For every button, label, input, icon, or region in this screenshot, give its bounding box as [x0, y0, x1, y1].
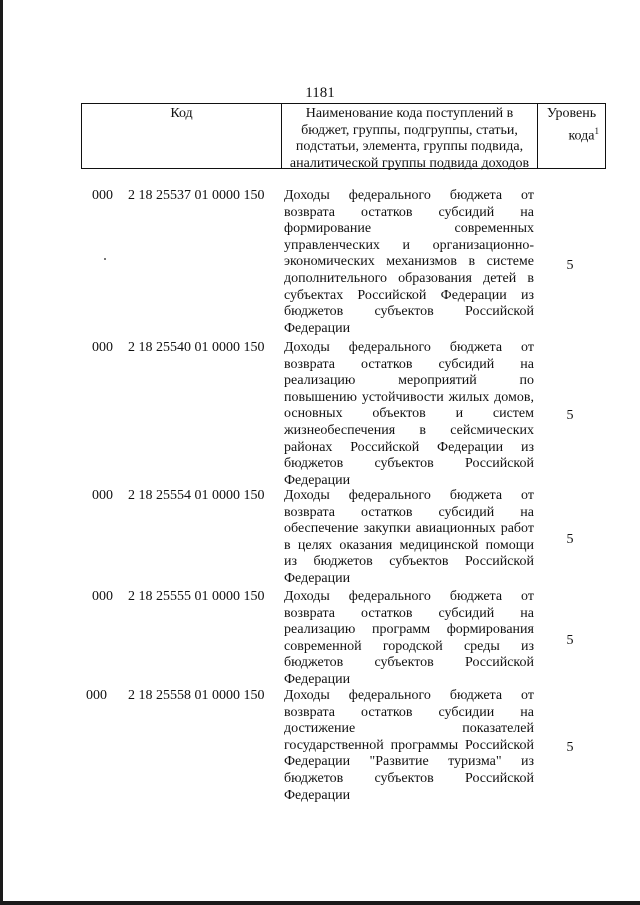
income-name-line: возврата остатков субсидий на [284, 356, 534, 372]
admin-code: 000 [86, 688, 107, 703]
income-name-line: Доходы федерального бюджета от [284, 488, 534, 503]
level-code: 5 [566, 408, 574, 423]
page-number: 1181 [305, 85, 335, 101]
income-code: 2 18 25558 01 0000 150 [128, 688, 265, 703]
admin-code: 000 [92, 488, 113, 503]
income-name-line: возврата остатков субсидии на [284, 704, 534, 720]
level-code: 5 [566, 740, 574, 755]
income-name [284, 340, 534, 489]
income-code: 2 18 25554 01 0000 150 [128, 488, 265, 503]
income-name-line: жизнеобеспечения в сейсмических [284, 422, 534, 438]
income-name-line: из бюджетов субъектов Российской [284, 554, 534, 570]
income-name [284, 488, 534, 588]
income-name-line: бюджетов субъектов Российской [284, 770, 534, 786]
income-name-line: повышению устойчивости жилых домов, [284, 389, 534, 405]
page-border-bottom [0, 901, 640, 905]
header-name-line: бюджет, группы, подгруппы, статьи, [301, 122, 518, 138]
header-level-line1: Уровень [546, 106, 597, 121]
admin-code: 000 [92, 340, 113, 355]
income-name-line: управленческих и организационно- [284, 237, 534, 253]
income-code: 2 18 25537 01 0000 150 [128, 188, 265, 203]
header-level-word: кода [568, 128, 595, 144]
income-name-line: дополнительного образования детей в [284, 270, 534, 286]
scan-speck [104, 258, 106, 260]
header-name-line: Наименование кода поступлений в [305, 106, 514, 121]
header-level [538, 104, 605, 168]
income-name-line: возврата остатков субсидий на [284, 504, 534, 520]
income-name [284, 688, 534, 804]
header-name-line: аналитической группы подвида доходов [289, 155, 530, 171]
income-name-line: Федерации [284, 671, 351, 687]
income-name-line: формирование современных [284, 221, 534, 237]
footnote-marker: 1 [594, 125, 599, 136]
level-code: 5 [566, 532, 574, 547]
income-name-line: реализацию мероприятий по [284, 373, 534, 389]
income-name-line: в целях оказания медицинской помощи [284, 537, 534, 553]
header-name [282, 104, 538, 171]
income-name-line: бюджетов субъектов Российской [284, 304, 534, 320]
income-name-line: Доходы федерального бюджета от [284, 340, 534, 355]
level-code: 5 [566, 633, 574, 648]
income-name [284, 589, 534, 689]
income-name-line: субъектах Российской Федерации из [284, 287, 534, 303]
income-name-line: обеспечение закупки авиационных работ [284, 521, 534, 537]
income-name-line: современной городской среды из [284, 638, 534, 654]
income-code: 2 18 25555 01 0000 150 [128, 589, 265, 604]
page-border-left [0, 0, 3, 905]
income-name-line: государственной программы Российской [284, 737, 534, 753]
income-name-line: возврата остатков субсидий на [284, 605, 534, 621]
income-name-line: достижение показателей [284, 721, 534, 737]
income-name-line: Федерации [284, 787, 351, 803]
income-name-line: районах Российской Федерации из [284, 439, 534, 455]
income-name-line: Федерации "Развитие туризма" из [284, 754, 534, 770]
header-code: Код [82, 104, 282, 168]
income-name-line: бюджетов субъектов Российской [284, 456, 534, 472]
income-name-line: экономических механизмов в системе [284, 254, 534, 270]
income-name-line: Федерации [284, 320, 351, 336]
income-name-line: Доходы федерального бюджета от [284, 688, 534, 703]
income-name-line: Доходы федерального бюджета от [284, 188, 534, 203]
income-name-line: Федерации [284, 472, 351, 488]
table-header [81, 103, 606, 169]
income-name-line: реализацию программ формирования [284, 622, 534, 638]
admin-code: 000 [92, 589, 113, 604]
income-code: 2 18 25540 01 0000 150 [128, 340, 265, 355]
admin-code: 000 [92, 188, 113, 203]
income-name [284, 188, 534, 337]
income-name-line: основных объектов и систем [284, 406, 534, 422]
header-name-line: подстатьи, элемента, группы подвида, [295, 139, 524, 154]
level-code: 5 [566, 258, 574, 273]
income-name-line: возврата остатков субсидий на [284, 204, 534, 220]
income-name-line: Доходы федерального бюджета от [284, 589, 534, 604]
income-name-line: Федерации [284, 570, 351, 586]
income-name-line: бюджетов субъектов Российской [284, 655, 534, 671]
header-level-line2 [538, 123, 605, 145]
